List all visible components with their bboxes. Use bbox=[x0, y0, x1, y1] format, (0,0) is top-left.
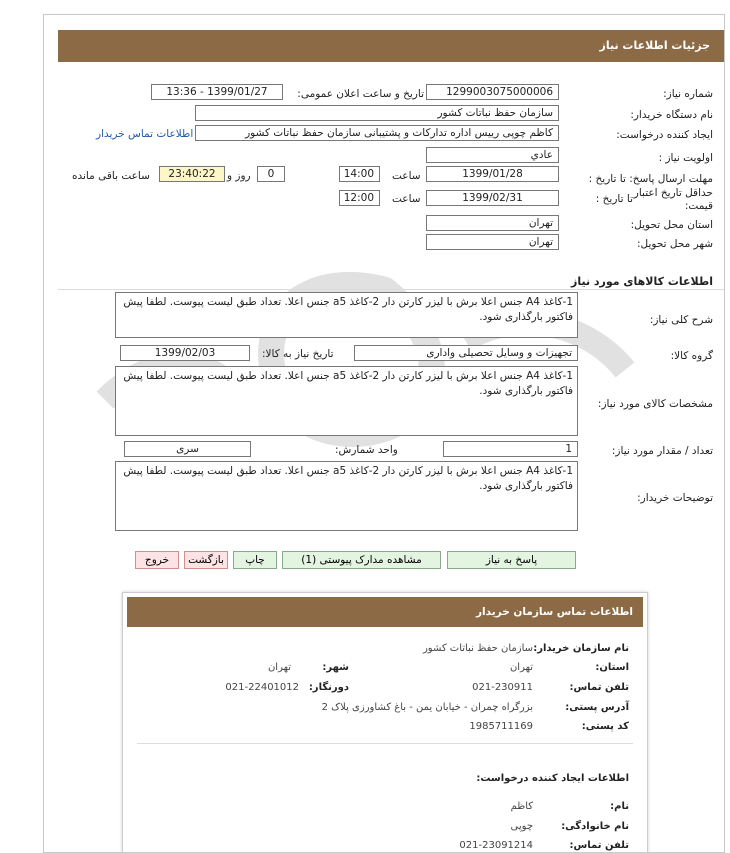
buyer-notes-label: توضیحات خریدار: bbox=[637, 492, 713, 504]
province-field: تهران bbox=[426, 215, 559, 231]
contact-city-value: تهران bbox=[267, 662, 291, 673]
days-suffix: روز و bbox=[227, 170, 251, 182]
contact-header: اطلاعات تماس سازمان خریدار bbox=[127, 597, 643, 627]
need-date-label: تاریخ نیاز به کالا: bbox=[262, 348, 334, 360]
creator-phone-value: 021-23091214 bbox=[459, 840, 533, 851]
creator-first-name-label: نام: bbox=[610, 801, 629, 812]
contact-city-label: شهر: bbox=[322, 662, 349, 673]
unit-field: سری bbox=[124, 441, 251, 457]
creator-section-title: اطلاعات ایجاد کننده درخواست: bbox=[476, 773, 629, 784]
creator-last-name-value: چوپی bbox=[510, 821, 533, 832]
back-button[interactable]: بازگشت bbox=[184, 551, 228, 569]
city-label: شهر محل تحویل: bbox=[637, 238, 713, 250]
days-field: 0 bbox=[257, 166, 285, 182]
contact-fax-value: 021-22401012 bbox=[225, 682, 299, 693]
need-number-label: شماره نیاز: bbox=[663, 88, 713, 100]
contact-fax-label: دورنگار: bbox=[308, 682, 349, 693]
validity-date-field: 1399/02/31 bbox=[426, 190, 559, 206]
section-divider bbox=[58, 289, 724, 290]
city-field: تهران bbox=[426, 234, 559, 250]
until-date-label: تا تاریخ : bbox=[595, 193, 633, 205]
creator-first-name-value: کاظم bbox=[510, 801, 533, 812]
contact-address-label: آدرس پستی: bbox=[565, 702, 629, 713]
need-date-field: 1399/02/03 bbox=[120, 345, 250, 361]
creator-phone-label: تلفن تماس: bbox=[569, 840, 629, 851]
price-validity-label2: قیمت: bbox=[684, 200, 713, 212]
reply-deadline-label: مهلت ارسال پاسخ: تا تاریخ : bbox=[588, 173, 713, 185]
validity-time-label: ساعت bbox=[392, 193, 421, 205]
remaining-label: ساعت باقی مانده bbox=[72, 170, 150, 182]
group-label: گروه کالا: bbox=[670, 350, 713, 362]
announce-field: 1399/01/27 - 13:36 bbox=[151, 84, 283, 100]
contact-postal-label: کد پستی: bbox=[581, 721, 629, 732]
description-label: شرح کلی نیاز: bbox=[649, 314, 713, 326]
contact-address-value: بزرگراه چمران - خیابان یمن - باغ کشاورزی پلاک 2 bbox=[321, 702, 533, 713]
buyer-contact-link[interactable]: اطلاعات تماس خریدار bbox=[96, 128, 194, 140]
group-field: تجهیزات و وسایل تحصیلی واداری bbox=[354, 345, 578, 361]
buyer-org-field: سازمان حفظ نباتات کشور bbox=[195, 105, 559, 121]
exit-button[interactable]: خروج bbox=[135, 551, 179, 569]
contact-org-label: نام سازمان خریدار: bbox=[533, 643, 629, 654]
attachments-button[interactable]: مشاهده مدارک پیوستی (1) bbox=[282, 551, 441, 569]
page-header: جزئیات اطلاعات نیاز bbox=[58, 30, 724, 62]
price-validity-label: حداقل تاریخ اعتبار bbox=[633, 187, 713, 199]
buyer-notes-field: 1-کاغذ A4 جنس اعلا برش با لیزر کارتن دار 2-کاغذ a5 جنس اعلا. تعداد طبق لیست پیوست. لطفا پیش فاکتور بارگذاری شود. bbox=[115, 461, 578, 531]
priority-label: اولویت نیاز : bbox=[658, 152, 713, 164]
contact-postal-value: 1985711169 bbox=[469, 721, 533, 732]
qty-field: 1 bbox=[443, 441, 578, 457]
validity-time-field: 12:00 bbox=[339, 190, 380, 206]
contact-divider bbox=[137, 743, 633, 744]
spec-label: مشخصات کالای مورد نیاز: bbox=[597, 398, 713, 410]
creator-label: ایجاد کننده درخواست: bbox=[616, 129, 713, 141]
description-field: 1-کاغذ A4 جنس اعلا برش با لیزر کارتن دار 2-کاغذ a5 جنس اعلا. تعداد طبق لیست پیوست. لطفا پیش فاکتور بارگذاری شود. bbox=[115, 292, 578, 338]
creator-last-name-label: نام خانوادگی: bbox=[561, 821, 629, 832]
priority-field: عادي bbox=[426, 147, 559, 163]
remaining-time-field: 23:40:22 bbox=[159, 166, 225, 182]
buyer-contact-card bbox=[122, 592, 648, 853]
contact-org-value: سازمان حفظ نباتات کشور bbox=[422, 643, 533, 654]
reply-button[interactable]: پاسخ به نیاز bbox=[447, 551, 576, 569]
need-number-field: 1299003075000006 bbox=[426, 84, 559, 100]
qty-label: تعداد / مقدار مورد نیاز: bbox=[611, 445, 713, 457]
goods-section-title: اطلاعات کالاهای مورد نیاز bbox=[571, 275, 713, 288]
contact-phone-value: 021-230911 bbox=[472, 682, 533, 693]
contact-phone-label: تلفن تماس: bbox=[569, 682, 629, 693]
buyer-org-label: نام دستگاه خریدار: bbox=[630, 109, 713, 121]
announce-label: تاریخ و ساعت اعلان عمومی: bbox=[297, 88, 424, 100]
contact-province-value: تهران bbox=[509, 662, 533, 673]
creator-field: کاظم چوپی رییس اداره تدارکات و پشتیبانی سازمان حفظ نباتات کشور bbox=[195, 125, 559, 141]
reply-time-field: 14:00 bbox=[339, 166, 380, 182]
contact-province-label: استان: bbox=[595, 662, 629, 673]
province-label: استان محل تحویل: bbox=[630, 219, 713, 231]
print-button[interactable]: چاپ bbox=[233, 551, 277, 569]
spec-field: 1-کاغذ A4 جنس اعلا برش با لیزر کارتن دار 2-کاغذ a5 جنس اعلا. تعداد طبق لیست پیوست. لطفا پیش فاکتور بارگذاری شود. bbox=[115, 366, 578, 436]
reply-time-label: ساعت bbox=[392, 170, 421, 182]
unit-label: واحد شمارش: bbox=[335, 444, 398, 456]
reply-date-field: 1399/01/28 bbox=[426, 166, 559, 182]
